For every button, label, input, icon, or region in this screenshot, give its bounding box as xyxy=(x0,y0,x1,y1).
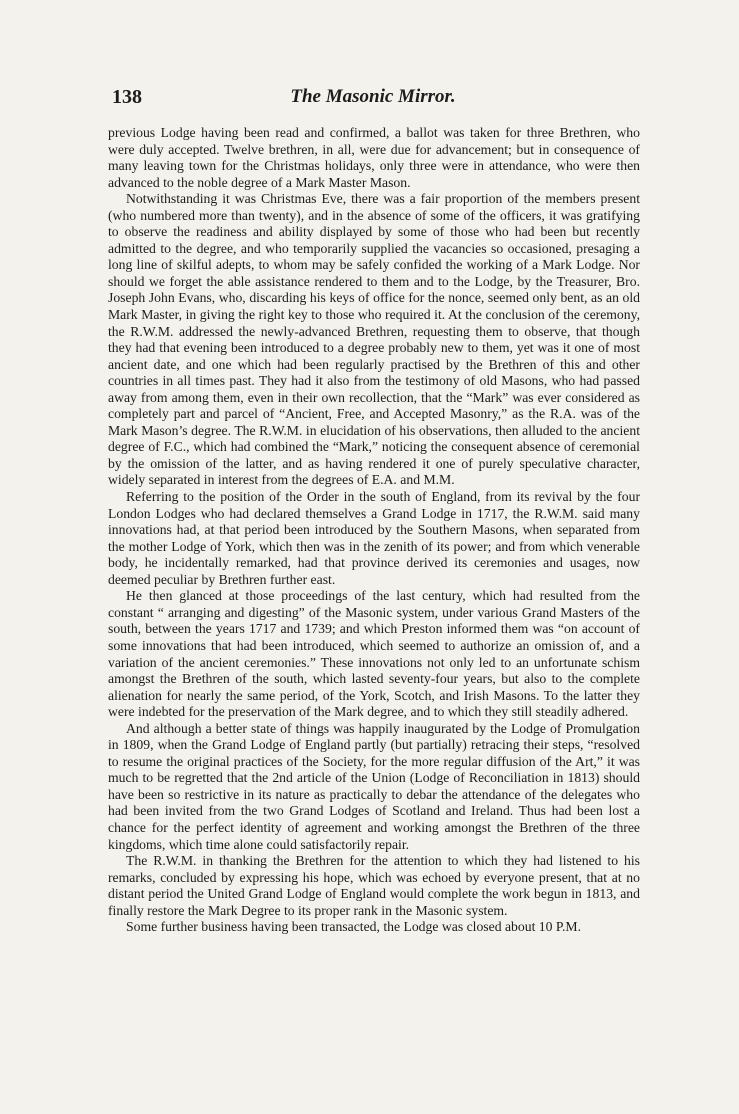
paragraph: And although a better state of things was happily inaugurated by the Lodge of Promulgation in 1809, when the Grand Lodge of England partly (but partially) retracing their steps, “resolved to resume the original practices of the Society, for the more regular diffusion of the Art,” it was much to be regretted that the 2nd article of the Union (Lodge of Reconciliation in 1813) should have been so restrictive in its nature as practically to debar the attendance of the delegates who had been invited from the two Grand Lodges of Scotland and Ireland. Thus had been lost a chance for the perfect identity of agreement and working amongst the Brethren of the three kingdoms, which time alone could satisfactorily repair. xyxy=(108,720,640,852)
page-header xyxy=(112,86,634,110)
paragraph: The R.W.M. in thanking the Brethren for the attention to which they had listened to his remarks, concluded by expressing his hope, which was echoed by everyone present, that at no distant period the United Grand Lodge of England would complete the work begun in 1813, and finally restore the Mark Degree to its proper rank in the Masonic system. xyxy=(108,853,640,918)
paragraph: Some further business having been transacted, the Lodge was closed about 10 P.M. xyxy=(126,919,582,935)
article-body xyxy=(108,125,640,936)
paragraph: Notwithstanding it was Christmas Eve, there was a fair proportion of the members present (who numbered more than twenty), and in the absence of some of the officers, it was gratifying to observe the readiness and ability displayed by some of those who had been but recently admitted to the degree, and who temporarily supplied the vacancies so occasioned, presaging a long line of skilful adepts, to whom may be safely confided the working of a Mark Lodge. Nor should we forget the able assistance rendered to them and to the Lodge, by the Treasurer, Bro. Joseph John Evans, who, discarding his keys of office for the nonce, seemed only bent, as an old Mark Master, in giving the right key to those who required it. At the conclusion of the ceremony, the R.W.M. addressed the newly-advanced Brethren, requesting them to observe, that though they had that evening been introduced to a degree probably new to them, yet was it one of most ancient date, and one which had been regularly practised by the Brethren of this and other countries in all times past. They had it also from the testimony of old Masons, who had passed away from among them, even in their own recollection, that the “Mark” was ever considered as completely part and parcel of “Ancient, Free, and Accepted Masonry,” as the R.A. was of the Mark Mason’s degree. The R.W.M. in elucidation of his observations, then alluded to the ancient degree of F.C., which had combined the “Mark,” noticing the consequent absence of ceremonial by the omission of the latter, and as having rendered it one of purely speculative character, widely separated in interest from the degrees of E.A. and M.M. xyxy=(108,191,640,488)
paragraph: previous Lodge having been read and confirmed, a ballot was taken for three Brethren, who were duly accepted. Twelve brethren, in all, were due for advancement; but in consequence of many leaving town for the Christmas holidays, only three were in attendance, who were then advanced to the noble degree of a Mark Master Mason. xyxy=(108,125,640,190)
running-title: The Masonic Mirror. xyxy=(290,86,456,107)
page-number: 138 xyxy=(112,86,142,108)
paragraph: Referring to the position of the Order in the south of England, from its revival by the four London Lodges who had declared themselves a Grand Lodge in 1717, the R.W.M. said many innovations had, at that period been introduced by the Southern Masons, when separated from the mother Lodge of York, which then was in the zenith of its power; and from which venerable body, he incidentally remarked, had that province derived its ceremonies and usages, now deemed peculiar by Brethren further east. xyxy=(108,489,640,587)
paragraph: He then glanced at those proceedings of the last century, which had resulted from the constant “ arranging and digesting” of the Masonic system, under various Grand Masters of the south, between the years 1717 and 1739; and which Preston informed them was “on account of some innovations that had been introduced, which seemed to authorize an omission of, and a variation of the ancient ceremonies.” These innovations not only led to an unfortunate schism amongst the Brethren of the south, which lasted seventy-four years, but also to the complete alienation for nearly the same period, of the York, Scotch, and Irish Masons. To the latter they were indebted for the preservation of the Mark degree, and to which they still steadily adhered. xyxy=(108,588,640,720)
